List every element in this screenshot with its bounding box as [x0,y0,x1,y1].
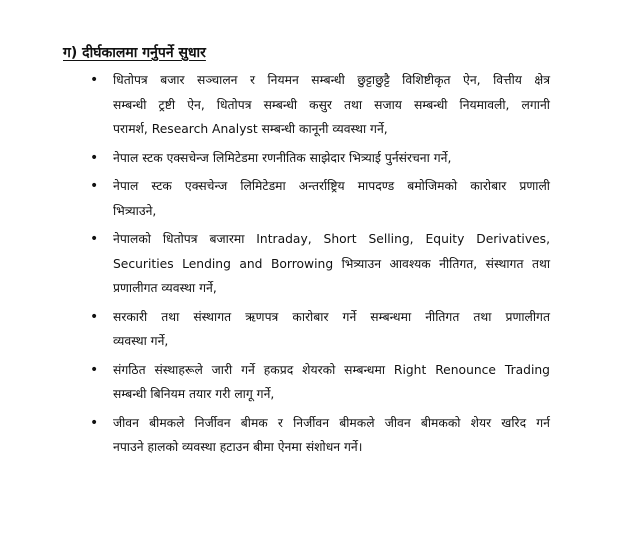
text-line: परामर्श, Research Analyst सम्बन्धी कानूनी व्यवस्था गर्ने, [113,122,388,136]
list-item [90,146,550,171]
text-line: सम्बन्धी ट्रष्टी ऐन, धितोपत्र सम्बन्धी कसुर तथा सजाय सम्बन्धी नियमावली, लगानी [113,97,550,112]
bullet-icon: • [90,231,99,247]
list-item-text [113,68,550,142]
text-line: सरकारी तथा संस्थागत ऋणपत्र कारोबार गर्ने सम्बन्धमा नीतिगत तथा प्रणालीगत [113,309,550,324]
bullet-icon: • [90,178,99,194]
list-item-text [113,305,550,354]
text-line: व्यवस्था गर्ने, [113,334,169,348]
list-item [90,227,550,301]
list-item [90,68,550,142]
text-line: नपाउने हालको व्यवस्था हटाउन बीमा ऐनमा संशोधन गर्ने। [113,440,363,454]
list-item [90,305,550,354]
list-item-text [113,411,550,460]
text-line: भित्र्याउने, [113,203,157,218]
reform-list [90,68,550,464]
text-line: नेपाल स्टक एक्सचेन्ज लिमिटेडमा रणनीतिक साझेदार भित्र्याई पुर्नसंरचना गर्ने, [113,150,452,165]
text-line: जीवन बीमकले निर्जीवन बीमक र निर्जीवन बीमकले जीवन बीमकको शेयर खरिद गर्न [113,415,550,430]
bullet-icon: • [90,72,99,88]
text-line: संगठित संस्थाहरूले जारी गर्ने हकप्रद शेयरको सम्बन्धमा Right Renounce Trading [113,362,550,377]
text-line: प्रणालीगत व्यवस्था गर्ने, [113,281,217,295]
text-line: Securities Lending and Borrowing भित्र्याउन आवश्यक नीतिगत, संस्थागत तथा [113,256,550,271]
list-item [90,358,550,407]
section-heading: ग) दीर्घकालमा गर्नुपर्ने सुधार [63,45,206,61]
list-item [90,174,550,223]
text-line: नेपालको धितोपत्र बजारमा Intraday, Short Selling, Equity Derivatives, [113,232,550,246]
text-line: धितोपत्र बजार सञ्चालन र नियमन सम्बन्धी छुट्टाछुट्टै विशिष्टीकृत ऐन, वित्तीय क्षेत्र [113,73,550,87]
list-item-text [113,358,550,407]
text-line: नेपाल स्टक एक्सचेन्ज लिमिटेडमा अन्तर्राष्ट्रिय मापदण्ड बमोजिमको कारोबार प्रणाली [113,179,550,193]
list-item-text [113,146,550,171]
bullet-icon: • [90,361,99,378]
list-item-text [113,174,550,223]
text-line: सम्बन्धी बिनियम तयार गरी लागू गर्ने, [113,387,275,401]
bullet-icon: • [90,308,99,325]
bullet-icon: • [90,414,99,431]
list-item [90,411,550,460]
bullet-icon: • [90,149,99,166]
list-item-text [113,227,550,301]
